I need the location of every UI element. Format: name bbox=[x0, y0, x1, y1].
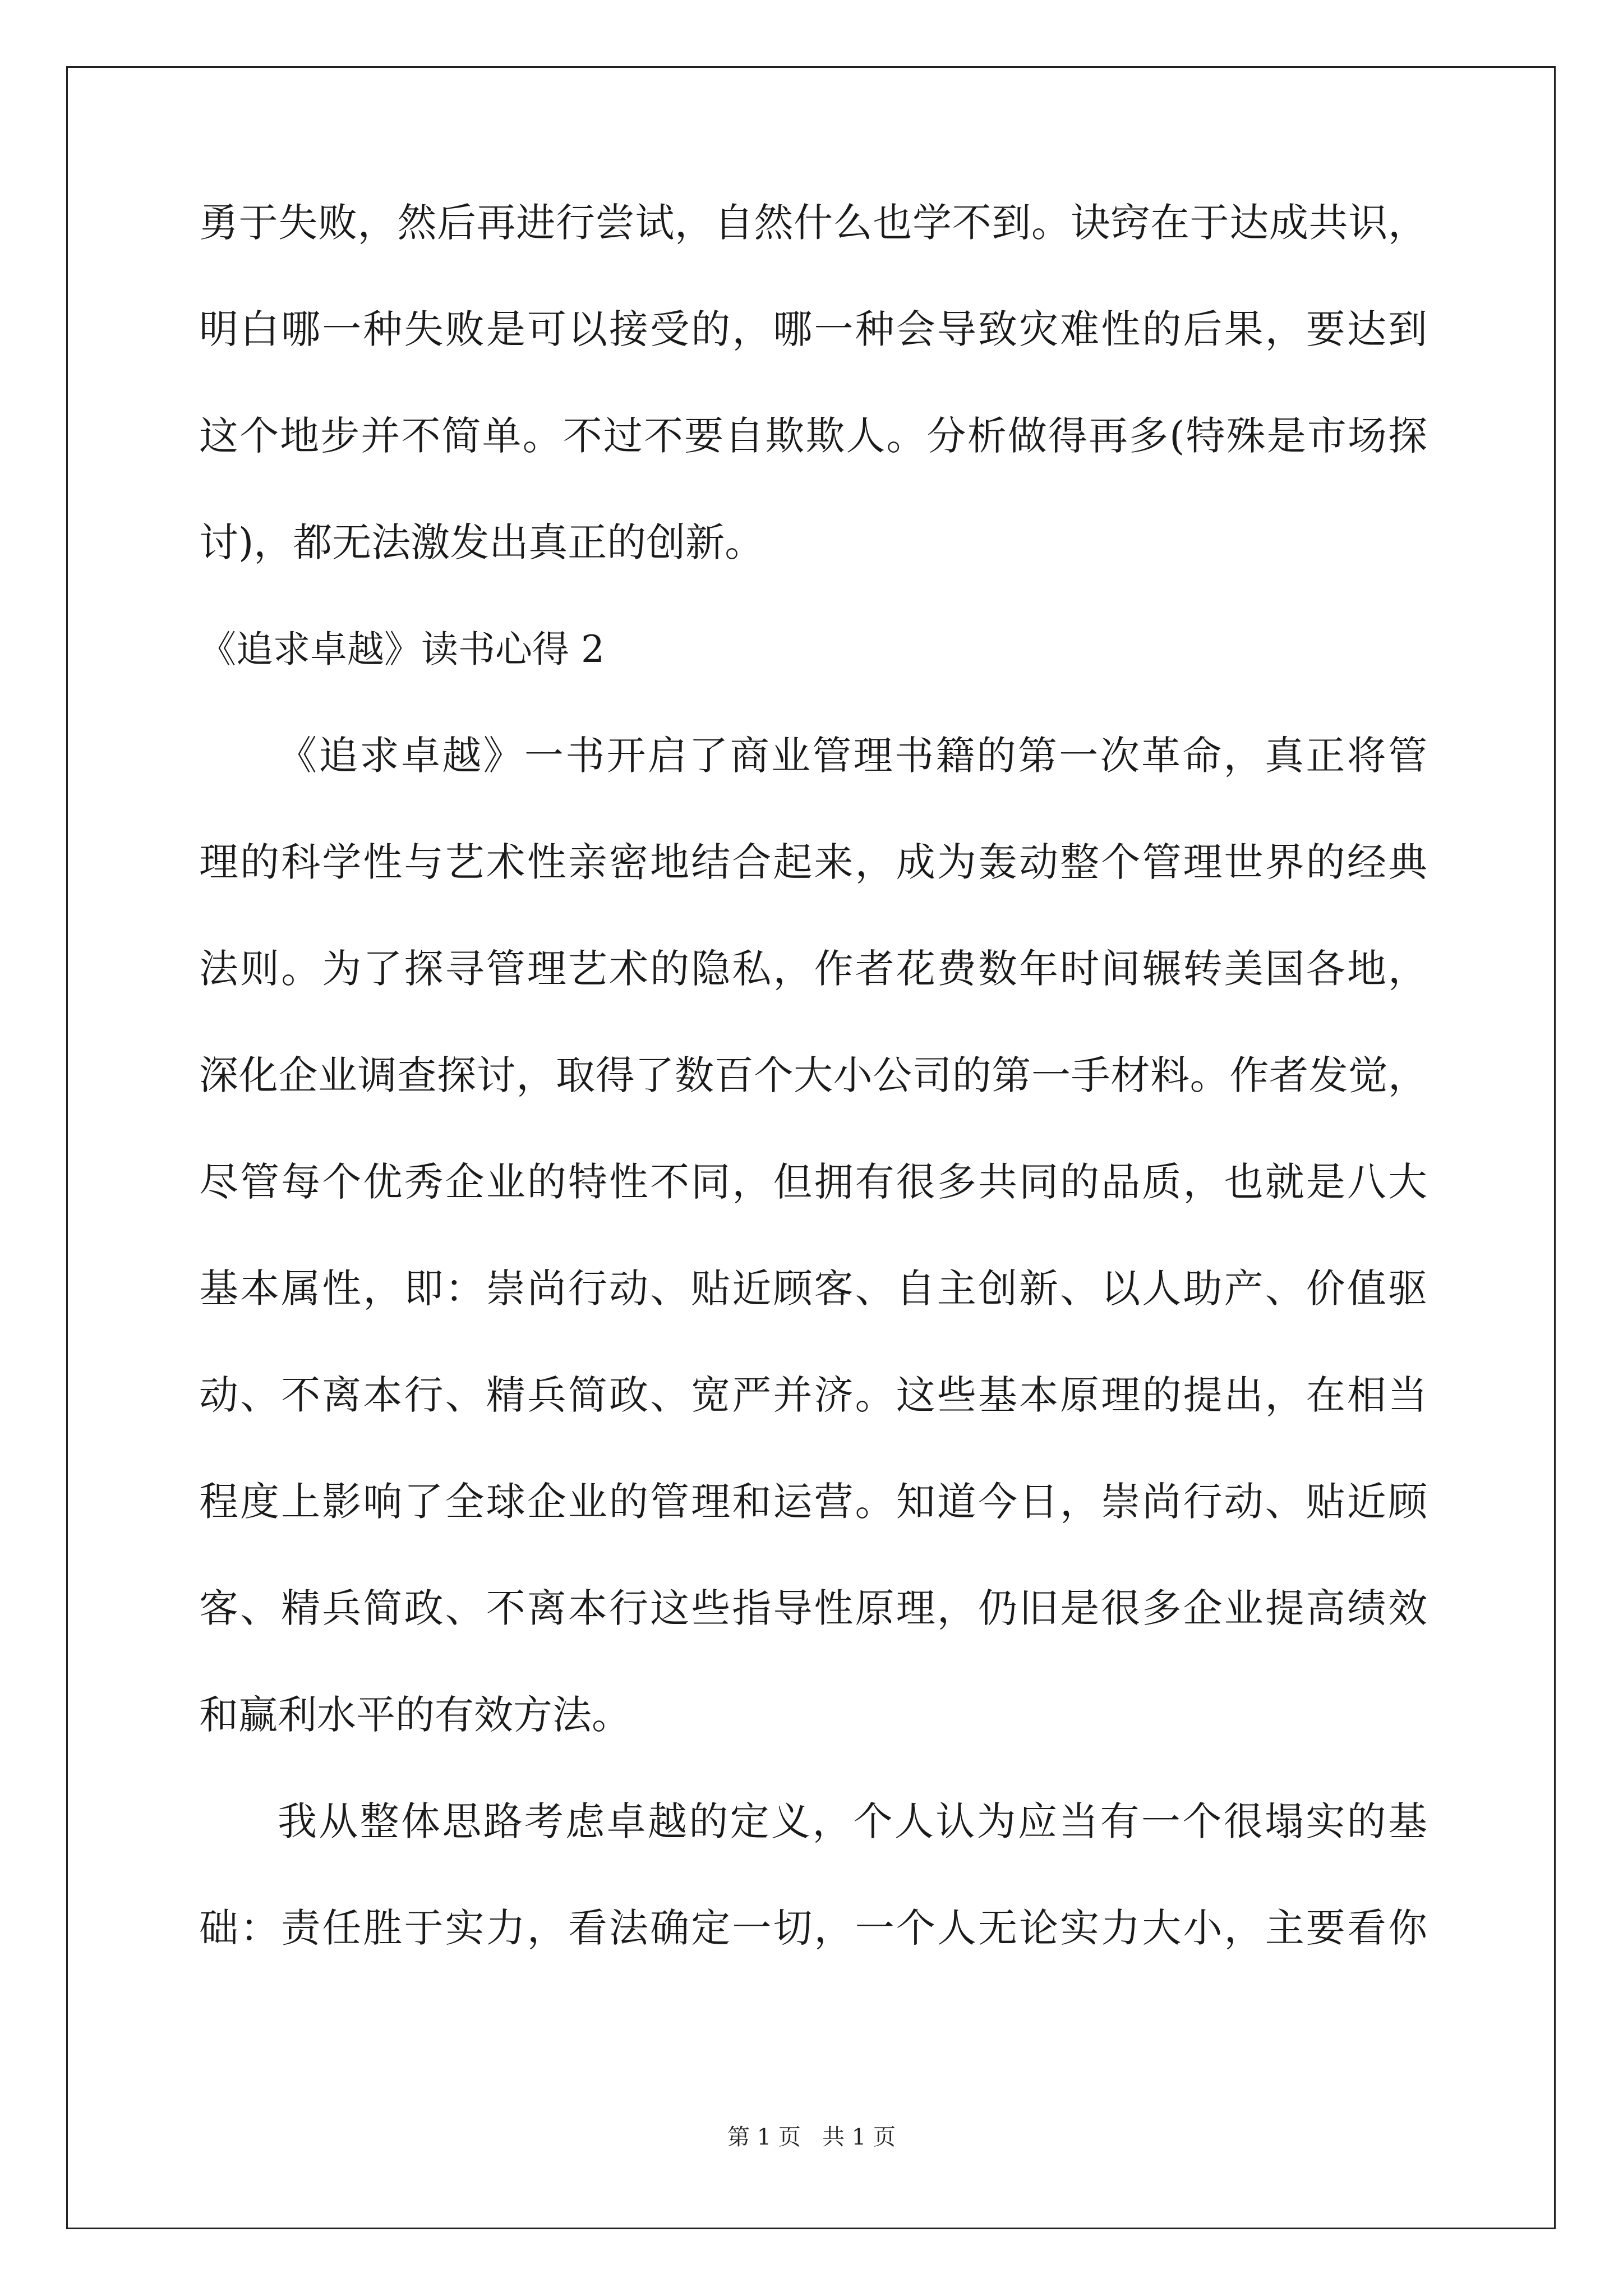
document-body bbox=[199, 196, 1427, 2008]
text-line: 《追求卓越》一书开启了商业管理书籍的第一次革命，真正将管 bbox=[278, 733, 1427, 779]
text-line: 明白哪一种失败是可以接受的，哪一种会导致灾难性的后果，要达到 bbox=[199, 306, 1427, 352]
text-line: 我从整体思路考虑卓越的定义，个人认为应当有一个很塌实的基 bbox=[278, 1798, 1427, 1844]
text-line: 讨)，都无法激发出真正的创新。 bbox=[199, 519, 764, 565]
text-line: 客、精兵简政、不离本行这些指导性原理，仍旧是很多企业提高绩效 bbox=[199, 1585, 1427, 1631]
text-line: 法则。为了探寻管理艺术的隐私，作者花费数年时间辗转美国各地， bbox=[199, 946, 1427, 992]
text-line: 深化企业调查探讨，取得了数百个大小公司的第一手材料。作者发觉， bbox=[199, 1052, 1427, 1098]
text-line: 基本属性，即：崇尚行动、贴近顾客、自主创新、以人助产、价值驱 bbox=[199, 1266, 1427, 1312]
text-line: 理的科学性与艺术性亲密地结合起来，成为轰动整个管理世界的经典 bbox=[199, 839, 1427, 885]
text-line: 尽管每个优秀企业的特性不同，但拥有很多共同的品质，也就是八大 bbox=[199, 1159, 1427, 1205]
section-title: 《追求卓越》读书心得 2 bbox=[199, 628, 605, 671]
text-line: 程度上影响了全球企业的管理和运营。知道今日，崇尚行动、贴近顾 bbox=[199, 1479, 1427, 1525]
page-number: 第 1 页 共 1 页 bbox=[727, 2124, 896, 2150]
text-line: 础：责任胜于实力，看法确定一切，一个人无论实力大小，主要看你 bbox=[199, 1905, 1427, 1951]
text-line: 和赢利水平的有效方法。 bbox=[199, 1692, 631, 1738]
text-line: 动、不离本行、精兵简政、宽严并济。这些基本原理的提出，在相当 bbox=[199, 1372, 1427, 1418]
text-line: 这个地步并不简单。不过不要自欺欺人。分析做得再多(特殊是市场探 bbox=[199, 413, 1427, 459]
text-line: 勇于失败，然后再进行尝试，自然什么也学不到。诀窍在于达成共识， bbox=[199, 200, 1427, 246]
page-footer bbox=[0, 2123, 1623, 2151]
